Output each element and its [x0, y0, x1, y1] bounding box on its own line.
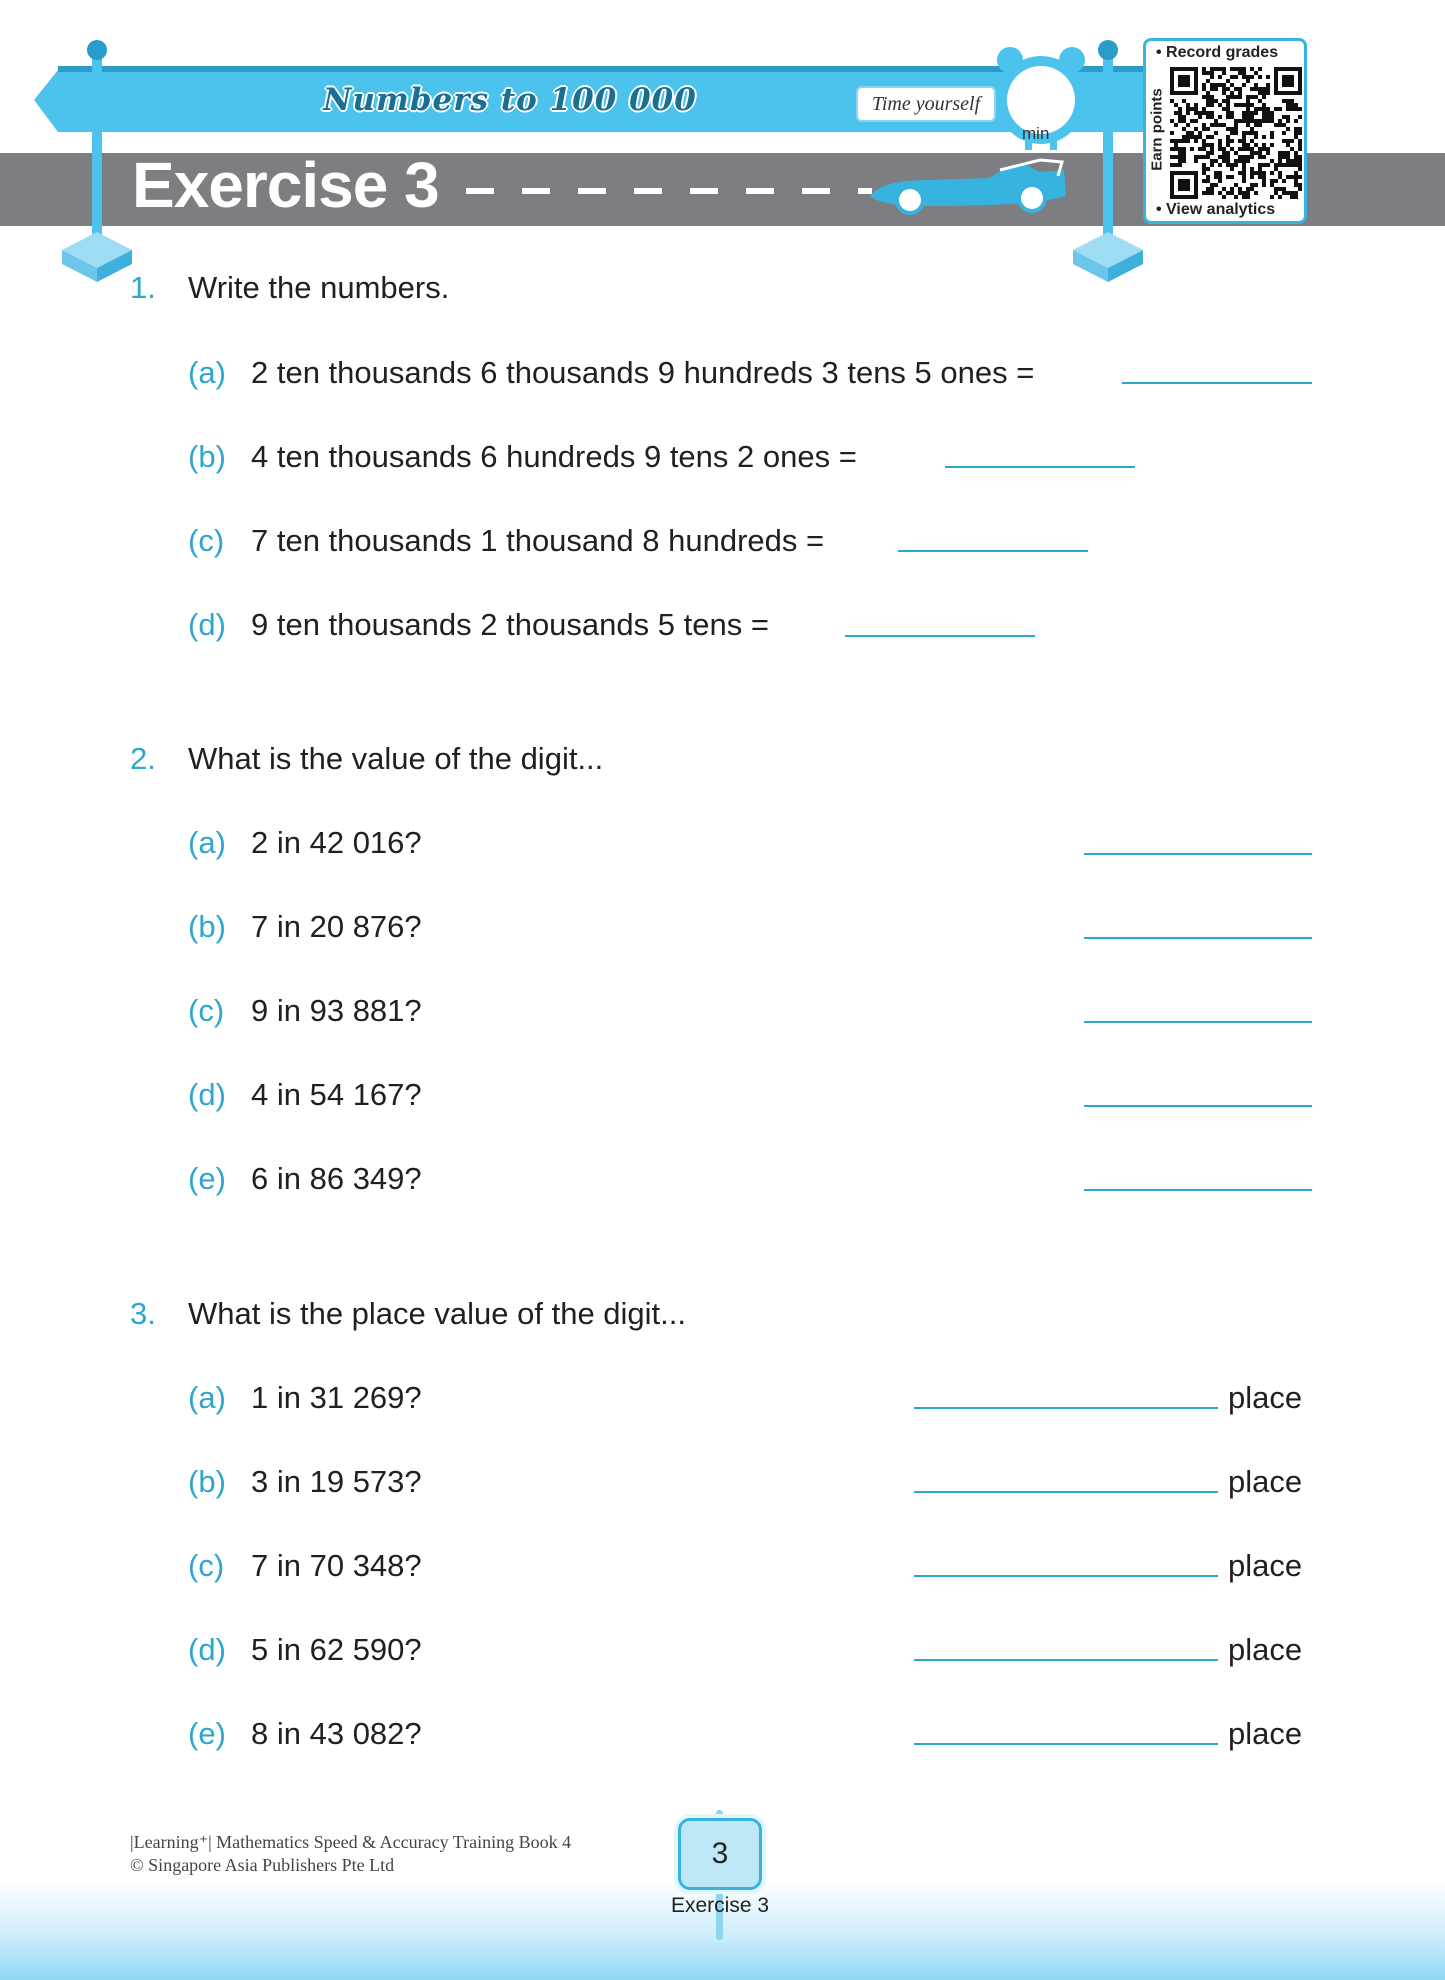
q1-part-d-answer-line[interactable] [845, 635, 1035, 637]
exercise-title: Exercise 3 [132, 149, 439, 221]
qr-code-icon[interactable] [1170, 67, 1302, 199]
q3-part-a-letter: (a) [188, 1380, 226, 1415]
question-1-number: 1. [130, 270, 156, 305]
q1-part-d-letter: (d) [188, 607, 226, 642]
q2-part-e-letter: (e) [188, 1161, 226, 1196]
q2-part-c-text: 9 in 93 881? [251, 993, 422, 1028]
time-unit-label: min [1022, 124, 1050, 143]
q2-part-b-answer-line[interactable] [1084, 937, 1312, 939]
q3-part-d-text: 5 in 62 590? [251, 1632, 422, 1667]
footer-copyright: © Singapore Asia Publishers Pte Ltd [130, 1855, 395, 1875]
qr-view-analytics-label: • View analytics [1156, 201, 1276, 218]
q2-part-b-letter: (b) [188, 909, 226, 944]
qr-panel[interactable] [1143, 38, 1307, 224]
q1-part-b-text: 4 ten thousands 6 hundreds 9 tens 2 ones = [251, 439, 857, 474]
q2-part-c-letter: (c) [188, 993, 225, 1028]
q2-part-e-text: 6 in 86 349? [251, 1161, 422, 1196]
q1-part-c-text: 7 ten thousands 1 thousand 8 hundreds = [251, 523, 825, 558]
q3-part-d-place-label: place [1228, 1632, 1303, 1667]
q2-part-a-text: 2 in 42 016? [251, 825, 422, 860]
q3-part-c-text: 7 in 70 348? [251, 1548, 422, 1583]
q3-part-d-answer-line[interactable] [914, 1659, 1218, 1661]
question-3-prompt: What is the place value of the digit... [188, 1296, 686, 1331]
q1-part-c-answer-line[interactable] [898, 550, 1088, 552]
q3-part-a-answer-line[interactable] [914, 1407, 1218, 1409]
q3-part-a-text: 1 in 31 269? [251, 1380, 422, 1415]
q2-part-c-answer-line[interactable] [1084, 1021, 1312, 1023]
q3-part-e-letter: (e) [188, 1716, 226, 1751]
q2-part-a-letter: (a) [188, 825, 226, 860]
page-number-tag [678, 1818, 762, 1890]
q3-part-a-place-label: place [1228, 1380, 1303, 1415]
q3-part-e-answer-line[interactable] [914, 1743, 1218, 1745]
q1-part-a-answer-line[interactable] [1122, 382, 1312, 384]
q1-part-d-text: 9 ten thousands 2 thousands 5 tens = [251, 607, 769, 642]
q1-part-a-text: 2 ten thousands 6 thousands 9 hundreds 3 tens 5 ones = [251, 355, 1035, 390]
page-caption: Exercise 3 [670, 1894, 770, 1917]
q3-part-b-text: 3 in 19 573? [251, 1464, 422, 1499]
q3-part-d-letter: (d) [188, 1632, 226, 1667]
question-2-number: 2. [130, 741, 156, 776]
time-yourself-label: Time yourself [856, 86, 996, 122]
q3-part-e-place-label: place [1228, 1716, 1303, 1751]
q2-part-d-answer-line[interactable] [1084, 1105, 1312, 1107]
q3-part-c-letter: (c) [188, 1548, 225, 1583]
q2-part-a-answer-line[interactable] [1084, 853, 1312, 855]
q2-part-e-answer-line[interactable] [1084, 1189, 1312, 1191]
question-1-prompt: Write the numbers. [188, 270, 450, 305]
q2-part-b-text: 7 in 20 876? [251, 909, 422, 944]
q2-part-d-text: 4 in 54 167? [251, 1077, 422, 1112]
q3-part-c-answer-line[interactable] [914, 1575, 1218, 1577]
q3-part-c-place-label: place [1228, 1548, 1303, 1583]
q1-part-b-answer-line[interactable] [945, 466, 1135, 468]
qr-record-grades-label: • Record grades [1156, 44, 1279, 61]
page-number: 3 [711, 1837, 729, 1870]
q1-part-b-letter: (b) [188, 439, 226, 474]
question-2-prompt: What is the value of the digit... [188, 741, 604, 776]
topic-title: Numbers to 100 000 [323, 82, 697, 118]
footer-book-title: |Learning⁺| Mathematics Speed & Accuracy Training Book 4 [130, 1832, 572, 1852]
qr-earn-points-label: Earn points [1148, 88, 1166, 171]
q3-part-e-text: 8 in 43 082? [251, 1716, 422, 1751]
q1-part-c-letter: (c) [188, 523, 225, 558]
q3-part-b-place-label: place [1228, 1464, 1303, 1499]
q3-part-b-answer-line[interactable] [914, 1491, 1218, 1493]
q2-part-d-letter: (d) [188, 1077, 226, 1112]
q1-part-a-letter: (a) [188, 355, 226, 390]
q3-part-b-letter: (b) [188, 1464, 226, 1499]
question-3-number: 3. [130, 1296, 156, 1331]
